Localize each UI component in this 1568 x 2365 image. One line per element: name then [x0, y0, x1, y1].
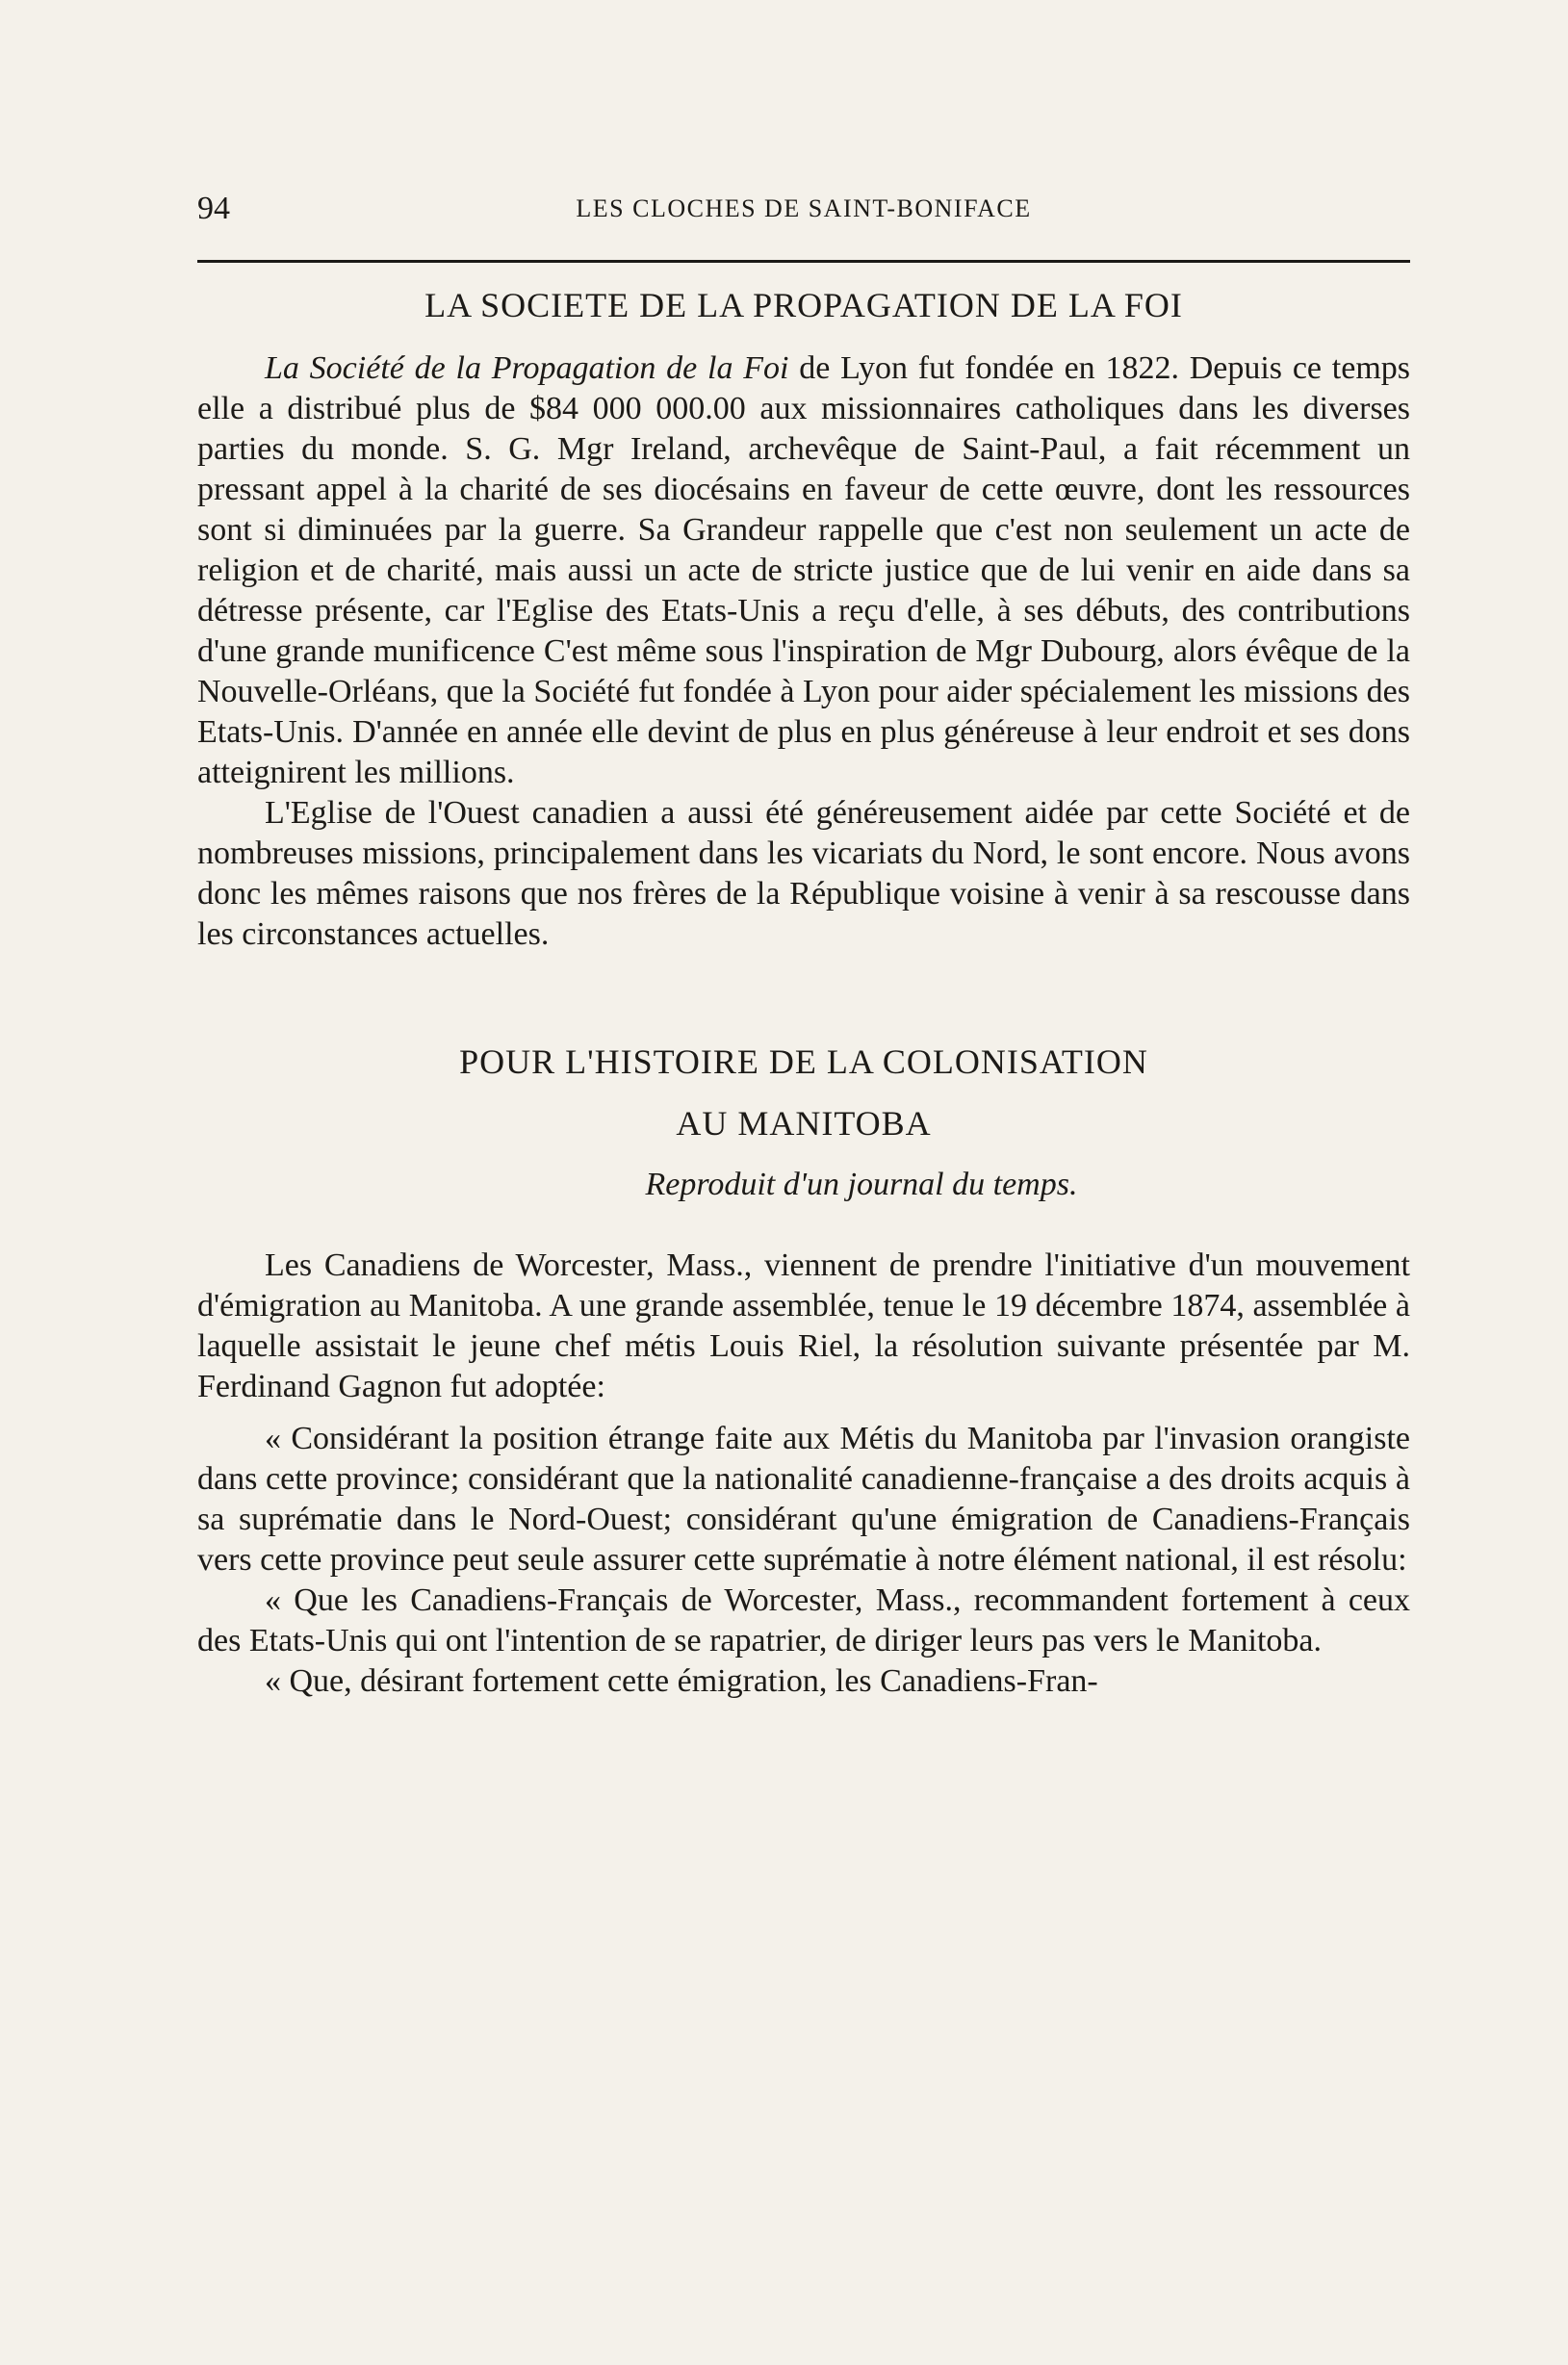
paragraph: Les Canadiens de Worcester, Mass., viennent de prendre l'initiative d'un mouvement d'émigration au Manitoba. A une grande assemblée, tenue le 19 décembre 1874, assemblée à laquelle assistait le jeune chef métis Louis Riel, la résolution suivante présentée par M. Ferdinand Gagnon fut adoptée: [197, 1247, 1410, 1404]
society-name-italic: La Société de la Propagation de la Foi [265, 350, 789, 386]
article-title-propagation: LA SOCIETE DE LA PROPAGATION DE LA FOI [424, 286, 1183, 324]
resolution-paragraph: « Que les Canadiens-Français de Worcester, Mass., recommandent fortement à ceux des Etats-Unis qui ont l'intention de se rapatrier, de diriger leurs pas vers le Manitoba. [197, 1582, 1410, 1658]
header-rule [197, 260, 1410, 263]
paragraph-gap [197, 1407, 1410, 1419]
resolution-paragraph: « Que, désirant fortement cette émigration, les Canadiens-Fran- [265, 1663, 1098, 1699]
page-body [197, 277, 1410, 1702]
resolution-paragraph: « Considérant la position étrange faite aux Métis du Manitoba par l'invasion orangiste dans cette province; considérant que la nationalité canadienne-française a des droits acquis à sa suprématie dans le Nord-Ouest; considérant qu'une émigration de Canadiens-Français vers cette province peut seule assurer cette suprématie à notre élément national, il est résolu: [197, 1421, 1410, 1578]
running-title: LES CLOCHES DE SAINT-BONIFACE [576, 194, 1032, 222]
paragraph-text: de Lyon fut fondée en 1822. Depuis ce temps elle a distribué plus de $84 000 000.00 aux missionnaires catholiques dans les diverses parties du monde. S. G. Mgr Ireland, archevêque de Saint-Paul, a fait récemment un pressant appel à la charité de ses diocésains en faveur de cette œuvre, dont les ressources sont si diminuées par la guerre. Sa Grandeur rappelle que c'est non seulement un acte de religion et de charité, mais aussi un acte de stricte justice que de lui venir en aide dans sa détresse présente, car l'Eglise des Etats-Unis a reçu d'elle, à ses débuts, des contributions d'une grande munificence C'est même sous l'inspiration de Mgr Dubourg, alors évêque de la Nouvelle-Orléans, que la Société fut fondée à Lyon pour aider spécialement les missions des Etats-Unis. D'année en année elle devint de plus en plus généreuse à leur endroit et ses dons atteignirent les millions. [197, 350, 1410, 790]
article-title-manitoba: AU MANITOBA [676, 1104, 932, 1143]
section-gap [197, 955, 1410, 1015]
paragraph [197, 348, 1410, 793]
article-subtitle: Reproduit d'un journal du temps. [645, 1167, 1078, 1202]
page-number: 94 [197, 191, 230, 226]
running-header [197, 191, 1410, 235]
article-title-colonisation: POUR L'HISTOIRE DE LA COLONISATION [459, 1042, 1148, 1081]
paragraph: L'Eglise de l'Ouest canadien a aussi été généreusement aidée par cette Société et de nombreuses missions, principalement dans les vicariats du Nord, le sont encore. Nous avons donc les mêmes raisons que nos frères de la République voisine à venir à sa rescousse dans les circonstances actuelles. [197, 795, 1410, 952]
